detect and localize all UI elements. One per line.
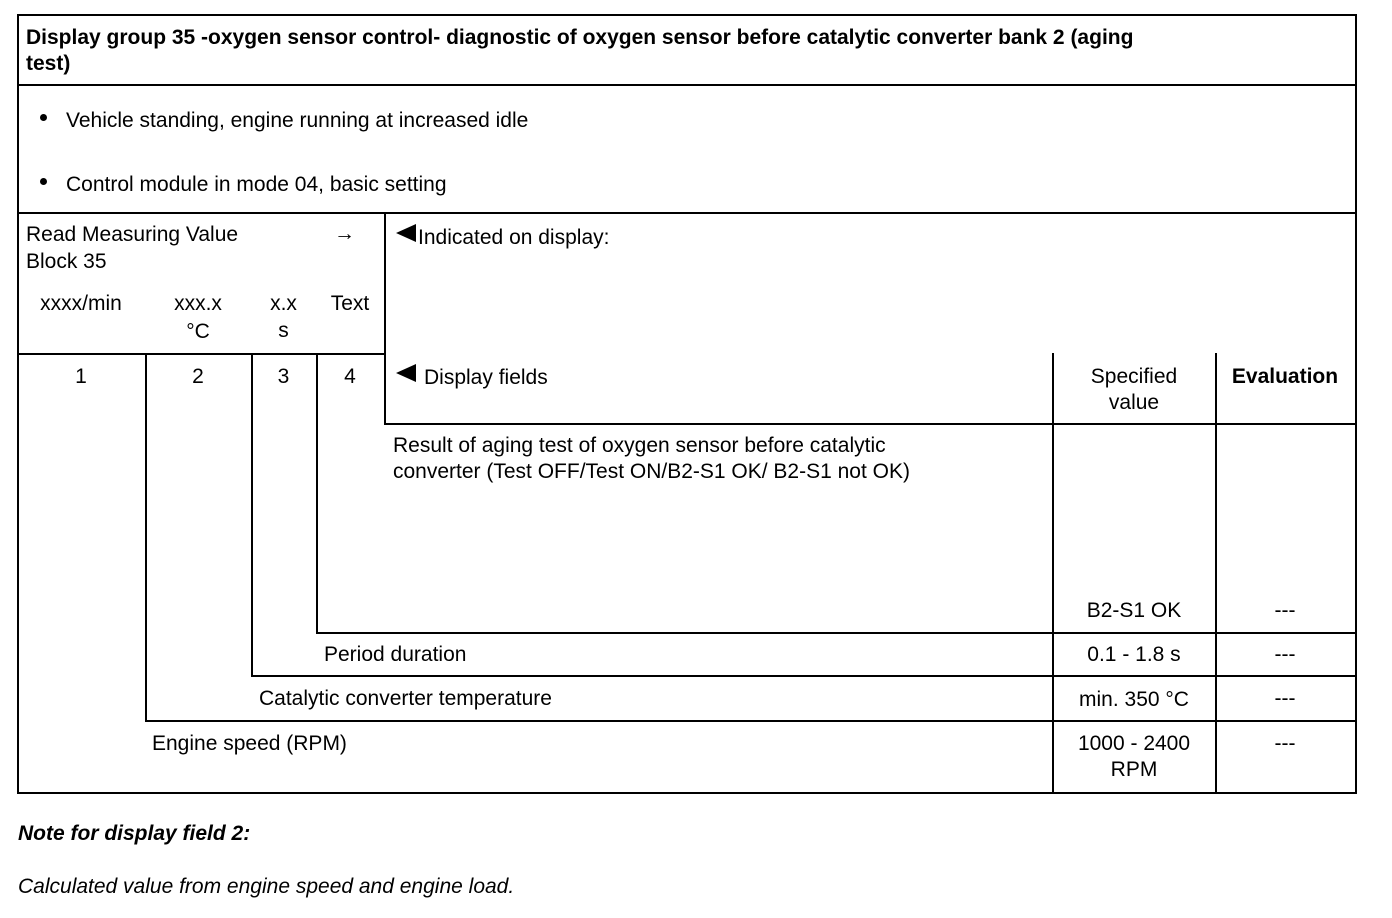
field-2-bracket (145, 353, 147, 721)
condition-item: Control module in mode 04, basic setting (66, 173, 447, 196)
specified-value-header-line2: value (1108, 391, 1160, 414)
field-number-2: 2 (192, 365, 204, 388)
table-title-line2: test) (26, 52, 71, 75)
row-description: Catalytic converter temperature (259, 687, 552, 710)
specified-column-left-border (1052, 353, 1054, 792)
header-divider (17, 84, 1355, 86)
row-specified-value-line2: RPM (1110, 758, 1158, 781)
specified-value-header: Specified (1090, 365, 1178, 388)
table-title-line1: Display group 35 -oxygen sensor control- diagnostic of oxygen sensor before catalytic converter bank 2 (aging (26, 26, 1134, 49)
row-evaluation: --- (1274, 732, 1296, 755)
unit-field-4: Text (330, 292, 370, 315)
row-description: Engine speed (RPM) (152, 732, 347, 755)
column-header-divider (384, 423, 1355, 425)
unit-field-2: xxx.x (174, 292, 222, 315)
indicated-label: Indicated on display: (418, 226, 610, 249)
unit-field-1: xxxx/min (40, 292, 122, 315)
row-specified-value: 0.1 - 1.8 s (1087, 643, 1181, 666)
field-number-4: 4 (344, 365, 356, 388)
field-number-1: 1 (75, 365, 87, 388)
evaluation-header: Evaluation (1231, 365, 1339, 388)
row-description: Period duration (324, 643, 467, 666)
triangle-left-icon (396, 364, 416, 382)
row-description-line2: converter (Test OFF/Test ON/B2-S1 OK/ B2-S1 not OK) (393, 460, 910, 483)
evaluation-column-left-border (1215, 353, 1217, 792)
conditions-divider (17, 212, 1355, 214)
row-evaluation: --- (1274, 643, 1296, 666)
read-block-number: Block 35 (26, 250, 107, 273)
row-specified-value: min. 350 °C (1079, 688, 1189, 711)
read-block-label: Read Measuring Value (26, 223, 239, 246)
field-2-row-divider (145, 720, 1355, 722)
read-block-right-border (384, 212, 386, 424)
bullet-icon (40, 178, 47, 185)
field-3-bracket (251, 353, 253, 676)
unit-field-2-suffix: °C (186, 320, 210, 343)
field-4-bracket (316, 353, 318, 633)
field-4-row-divider (316, 632, 1355, 634)
row-evaluation: --- (1274, 599, 1296, 622)
field-number-3: 3 (277, 365, 290, 388)
read-block-bottom-border (17, 353, 386, 355)
row-evaluation: --- (1274, 687, 1296, 710)
triangle-left-icon (396, 224, 416, 242)
arrow-right-icon: → (334, 222, 355, 245)
note-text: Calculated value from engine speed and engine load. (18, 875, 515, 898)
unit-field-3-suffix: s (278, 319, 289, 342)
note-title: Note for display field 2: (18, 822, 251, 845)
condition-item: Vehicle standing, engine running at increased idle (66, 109, 529, 132)
row-specified-value: 1000 - 2400 (1077, 732, 1191, 755)
row-description: Result of aging test of oxygen sensor before catalytic (393, 434, 886, 457)
field-3-row-divider (251, 675, 1355, 677)
display-fields-header: Display fields (424, 366, 548, 389)
bullet-icon (40, 114, 47, 121)
unit-field-3: x.x (270, 292, 297, 315)
row-specified-value: B2-S1 OK (1086, 599, 1182, 622)
